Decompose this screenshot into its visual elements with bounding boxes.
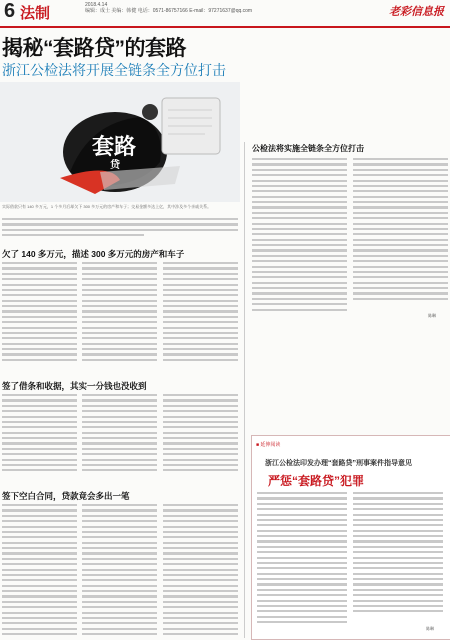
box-title-main: 严惩“套路贷”犯罪 — [268, 474, 365, 488]
photo-caption: 实际借款只有 140 多万元，1 个多月后却欠下 300 多万元的房产和车子；交易金额多达上亿，其中涉及多个亲戚关系。 — [2, 204, 212, 209]
meta-info — [85, 2, 252, 14]
box-col-b — [353, 492, 443, 622]
section-title-2: 签了借条和收据，其实一分钱也没收到 — [2, 381, 147, 391]
body-col-2c — [163, 394, 238, 480]
issue-date: 2018.4.14 — [85, 2, 108, 8]
photo-note-text: 贷 — [110, 160, 120, 171]
subheadline: 浙江公检法将开展全链条全方位打击 — [2, 62, 226, 78]
page-number: 6 — [4, 0, 16, 22]
newspaper-brand: 老彩信息报 — [389, 6, 444, 18]
body-col-1a — [2, 262, 77, 370]
body-col-3c — [163, 504, 238, 638]
box-col-a — [257, 492, 347, 632]
headline: 揭秘“套路贷”的套路 — [2, 37, 186, 60]
body-col-2a — [2, 394, 77, 480]
section-title-3: 签下空白合同，贷款竟会多出一笔 — [2, 491, 130, 501]
column-divider — [244, 142, 245, 638]
box-title-small: 浙江公检法印发办理“套路贷”刑事案件指导意见 — [265, 460, 412, 467]
byline-box: 陈琳 — [426, 626, 434, 631]
right-col-b — [353, 158, 448, 308]
box-label: ■ 延伸阅读 — [256, 442, 281, 448]
intro-text — [2, 218, 238, 244]
body-col-1b — [82, 262, 157, 370]
editor-contact: 编辑：成士 美编：韩健 电话：0571-86757166 E-mail：97271637@qq.com — [85, 8, 253, 14]
section-title-1: 欠了 140 多万元，描述 300 多万元的房产和车子 — [2, 249, 185, 259]
photo-stamp-text: 套路 — [92, 134, 137, 159]
body-col-3a — [2, 504, 77, 638]
body-col-2b — [82, 394, 157, 480]
illustration-photo — [0, 82, 240, 202]
section-name: 法制 — [20, 5, 51, 22]
right-article-title: 公检法将实施全链条全方位打击 — [252, 144, 364, 153]
body-col-3b — [82, 504, 157, 638]
body-col-1c — [163, 262, 238, 370]
masthead — [0, 0, 450, 28]
right-col-a — [252, 158, 347, 318]
byline-top: 陈琳 — [428, 313, 436, 318]
